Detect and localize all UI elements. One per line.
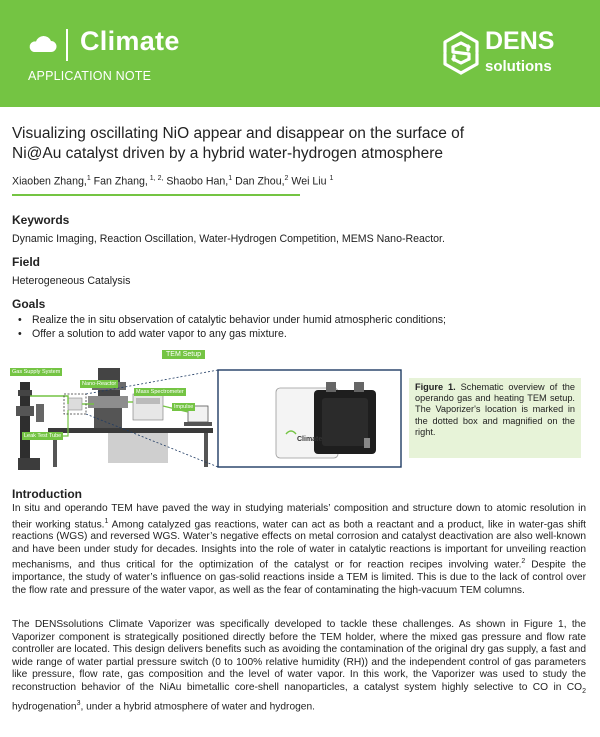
header-separator [66,29,68,61]
intro-paragraph-1 [12,503,586,597]
subscript: 2 [582,687,586,695]
company-logo-text: DENS [485,27,555,55]
paragraph-text: Among catalyzed gas reactions, water can act as both a reactant and a product, like in water-gas shift reactions (WGS) and reversed WGS. Water’s negative effects on metal corrosion and catalyst deactivation are also well-known and have been under study for decades. Insights into the role of water in catalytic reactions is important for unveiling reaction mechanisms, and thus critical for the optimization of the catalyst or for reaction recipes involving water. [12,518,587,571]
dens-logo-icon [441,30,481,76]
paragraph-text: hydrogenation [12,701,77,713]
product-name: Climate [80,26,180,56]
author-affiliation: 1 [329,175,334,182]
field-heading: Field [12,255,41,269]
leak-test-label: Leak Test Tube [24,433,62,439]
reference-marker: 3 [76,700,81,708]
caption-label: Figure 1. [415,382,456,392]
title-line-2: Ni@Au catalyst driven by a hybrid water-hydrogen atmosphere [12,145,443,162]
author-affiliation: 1 [228,175,233,182]
gas-supply-label: Gas Supply System [12,369,61,375]
intro-paragraph-2 [12,619,586,714]
goals-list [12,313,446,341]
author-name: Shaobo Han, [163,175,229,188]
author-divider [12,194,300,196]
nano-reactor-label: Nano-Reactor [82,381,117,387]
article-title [12,124,572,164]
author-affiliation: 1, 2, [147,175,164,182]
company-logo-subtext: solutions [485,58,552,75]
paragraph-text: The DENSsolutions Climate Vaporizer was specifically developed to tackle these challenges. As shown in Figure 1, the Vaporizer component is strategically positioned directly before the TEM holder, where the mixed gas pressure and flow rate controller are located. This design delivers benefits such as avoiding the contamination of the original dry gas supply, a fast and wide range of water partial pressure switch (0 to 100% relative humidity (RH)) and the independent control of gas parameters like pressure, flow rate, gas composition and the level of water vapor. In this work, the Vaporizer was used to study the reconstruction behavior of the NiAu bimetallic core-shell nanoparticles, a catalyst system highly selective to CO in CO [12,619,586,693]
author-name: Fan Zhang, [90,175,148,188]
paragraph-text: , under a hybrid atmosphere of water and hydrogen. [80,701,315,713]
keywords-heading: Keywords [12,213,70,227]
goal-item: • Offer a solution to add water vapor to any gas mixture. [12,327,446,341]
caption-text: Schematic overview of the operando gas and heating TEM setup. The Vaporizer's location is marked in the dotted box and magnified on the right. [415,382,575,437]
author-name: Wei Liu [288,175,330,188]
author-affiliation: 2 [284,175,289,182]
document-type: APPLICATION NOTE [28,69,152,83]
keywords-text: Dynamic Imaging, Reaction Oscillation, Water-Hydrogen Competition, MEMS Nano-Reactor. [12,233,445,245]
cloud-icon [27,32,57,54]
goal-item: • Realize the in situ observation of catalytic behavior under humid atmospheric conditions; [12,313,446,327]
paragraph-text: In situ and operando TEM have paved the way in studying materials’ composition and structure down to atomic resolution in their working status. [12,503,586,530]
setup-schematic [8,346,403,471]
reference-marker: 1 [104,517,109,525]
author-list [12,175,333,188]
impulse-label: Impulse [174,404,194,410]
author-affiliation: 1 [86,175,91,182]
vaporizer-brand-text: Climate [297,436,323,443]
header-banner [0,0,600,107]
reference-marker: 2 [521,558,526,566]
author-name: Xiaoben Zhang, [12,175,87,188]
introduction-heading: Introduction [12,487,82,501]
figure-caption [409,378,581,458]
field-text: Heterogeneous Catalysis [12,275,131,287]
paragraph-text: Despite the importance, the study of water’s influence on gas-solid reactions inside a TEM is limited. This is due to the lack of control over the flow rate and pressure of the water vapor, as well as the fear of contaminating the high-vacuum TEM columns. [12,559,586,596]
mass-spectrometer-label: Mass Spectrometer [136,389,184,395]
goals-heading: Goals [12,297,46,311]
title-line-1: Visualizing oscillating NiO appear and disappear on the surface of [12,125,465,142]
figure-1 [8,346,403,471]
author-name: Dan Zhou, [232,175,285,188]
tem-setup-label: TEM Setup [162,350,205,359]
